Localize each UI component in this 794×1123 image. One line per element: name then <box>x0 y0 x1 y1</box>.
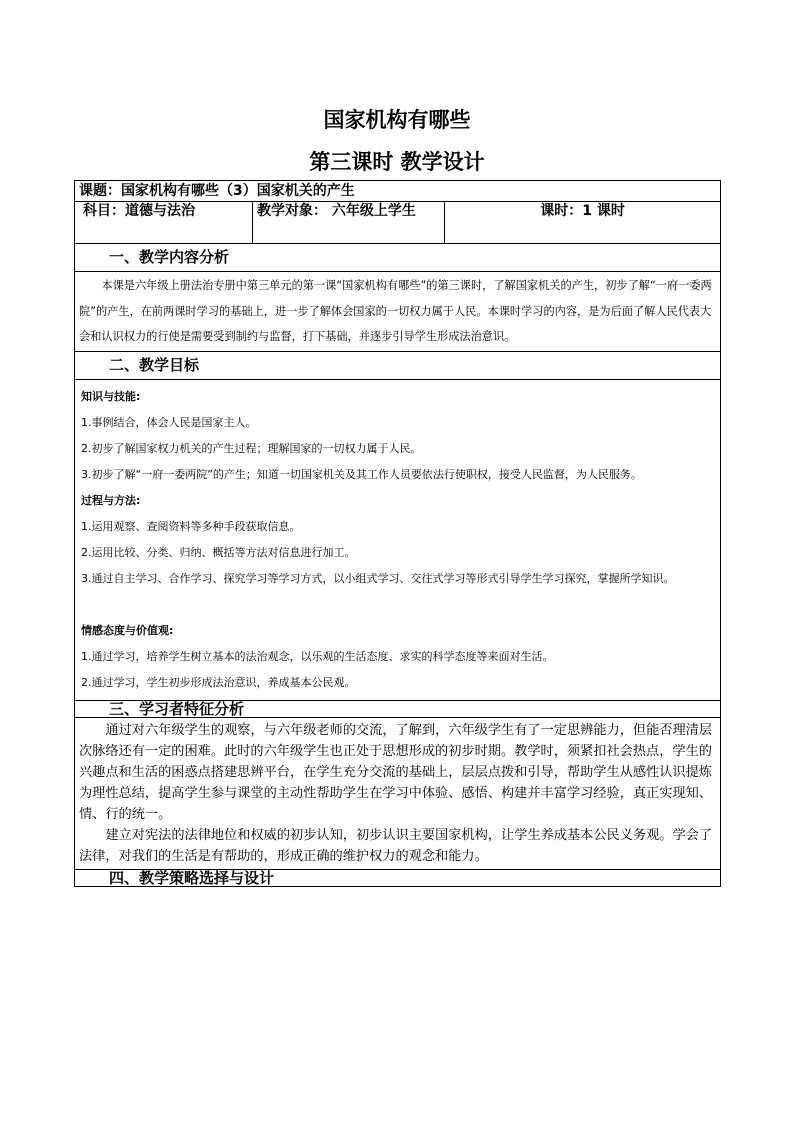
teaching-goals-cell <box>75 379 721 700</box>
content-analysis-text: 本课是六年级上册法治专册中第三单元的第一课“国家机构有哪些”的第三课时，了解国家机关的产生，初步了解“一府一委两院”的产生，在前两课时学习的基础上，进一步了解体会国家的一切权力属于人民。本课时学习的内容，是为后面了解人民代表大会和认识权力的行使是需要受到制约与监督，打下基础，并逐步引导学生形成法治意识。 <box>75 272 721 352</box>
goal-item: 1.事例结合，体会人民是国家主人。 <box>81 415 257 429</box>
section-heading-content-analysis: 一、教学内容分析 <box>75 244 721 272</box>
document-title: 国家机构有哪些 <box>323 108 471 132</box>
goal-item: 2.运用比较、分类、归纳、概括等方法对信息进行加工。 <box>81 545 356 559</box>
goal-heading-knowledge: 知识与技能: <box>81 389 141 403</box>
goal-item: 3.通过自主学习、合作学习、探究学习等学习方式，以小组式学习、交往式学习等形式引导学生学习探究，掌握所学知识。 <box>81 571 675 585</box>
goal-item: 2.初步了解国家权力机关的产生过程；理解国家的一切权力属于人民。 <box>81 441 422 455</box>
document-subtitle: 第三课时 教学设计 <box>309 150 485 174</box>
audience-cell: 教学对象： 六年级上学生 <box>253 202 445 244</box>
goal-item: 3.初步了解“一府一委两院”的产生；知道一切国家机关及其工作人员要依法行使职权，接受人民监督，为人民服务。 <box>81 467 642 481</box>
goal-heading-process: 过程与方法: <box>81 493 141 507</box>
goal-item: 2.通过学习，学生初步形成法治意识，养成基本公民观。 <box>81 675 356 689</box>
topic-cell: 课题：国家机构有哪些（3）国家机关的产生 <box>75 181 721 202</box>
goal-item: 1.通过学习，培养学生树立基本的法治观念，以乐观的生活态度、求实的科学态度等来面对生活。 <box>81 649 554 663</box>
learner-analysis-paragraph: 建立对宪法的法律地位和权威的初步认知，初步认识主要国家机构，让学生养成基本公民义务观。学会了法律，对我们的生活是有帮助的，形成正确的维护权力的观念和能力。 <box>79 827 713 864</box>
section-heading-teaching-strategy: 四、教学策略选择与设计 <box>75 869 721 886</box>
subject-cell: 科目：道德与法治 <box>75 202 253 244</box>
section-heading-teaching-goals: 二、教学目标 <box>75 351 721 379</box>
spacer <box>81 592 714 618</box>
lesson-plan-table <box>74 180 721 887</box>
section-heading-learner-analysis: 三、学习者特征分析 <box>75 700 721 717</box>
learner-analysis-cell <box>75 717 721 869</box>
learner-analysis-paragraph: 通过对六年级学生的观察，与六年级老师的交流，了解到，六年级学生有了一定思辨能力，但能否理清层次脉络还有一定的困难。此时的六年级学生也正处于思想形成的初步时期。教学时，须紧扣社会热点，学生的兴趣点和生活的困惑点搭建思辨平台，在学生充分交流的基础上，层层点拨和引导，帮助学生从感性认识提炼为理性总结，提高学生参与课堂的主动性帮助学生在学习中体验、感悟、构建并丰富学习经验，真正实现知、情、行的统一。 <box>79 722 713 822</box>
hours-cell: 课时：1 课时 <box>445 202 721 244</box>
goal-heading-emotion: 情感态度与价值观: <box>81 623 174 637</box>
goal-item: 1.运用观察、查阅资料等多种手段获取信息。 <box>81 519 301 533</box>
